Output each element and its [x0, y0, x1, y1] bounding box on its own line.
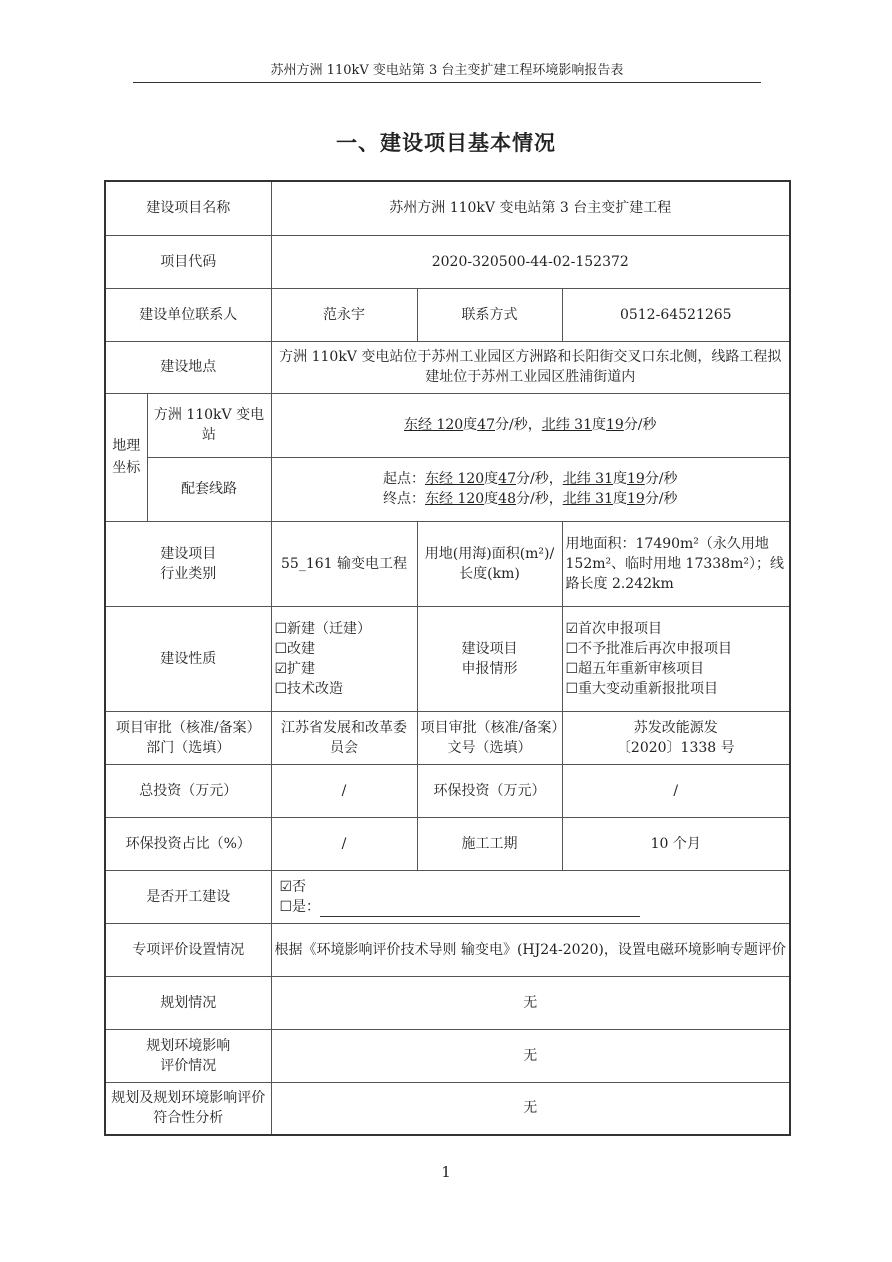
row-plan-env [105, 1029, 790, 1082]
line-label: 配套线路 [147, 457, 271, 521]
contact-label: 建设单位联系人 [105, 288, 271, 341]
checkbox-not-started[interactable]: ☑否 [279, 878, 307, 895]
env-invest-value: / [562, 764, 790, 817]
checkbox-five-year-review[interactable]: ☐超五年重新审核项目 [565, 660, 705, 677]
nature-options [271, 606, 417, 711]
plan-value: 无 [271, 976, 790, 1029]
station-lon-deg: 东经 120 [404, 417, 464, 433]
unit-deg: 度 [612, 491, 627, 507]
unit-min: 分/ [623, 417, 643, 433]
station-coordinates [271, 393, 790, 457]
conform-label: 规划及规划环境影响评价符合性分析 [105, 1082, 271, 1135]
unit-min: 分/ [516, 471, 535, 487]
row-location [105, 341, 790, 393]
contact-value: 范永宇 [271, 288, 417, 341]
row-investment [105, 764, 790, 817]
unit-min: 分/ [495, 417, 514, 433]
phone-label: 联系方式 [417, 288, 562, 341]
row-geo-line [105, 457, 790, 521]
end-lat-deg: 北纬 31 [562, 491, 613, 507]
start-lon-deg: 东经 120 [425, 471, 485, 487]
row-nature [105, 606, 790, 711]
checkbox-redeclare[interactable]: ☐不予批准后再次申报项目 [565, 640, 733, 657]
code-label: 项目代码 [105, 235, 271, 288]
unit-deg: 度 [612, 471, 627, 487]
end-lat-min: 19 [626, 491, 645, 507]
nature-label: 建设性质 [105, 606, 271, 711]
phone-value: 0512-64521265 [562, 288, 790, 341]
unit-sec: 秒 [642, 417, 657, 433]
checkbox-expand[interactable]: ☑扩建 [274, 660, 316, 677]
special-label: 专项评价设置情况 [105, 923, 271, 976]
unit-deg: 度 [484, 491, 499, 507]
declare-label: 建设项目 申报情形 [417, 606, 562, 711]
end-lead: 终点： [383, 491, 425, 507]
row-contact [105, 288, 790, 341]
name-label: 建设项目名称 [105, 181, 271, 235]
area-label: 用地(用海)面积(m²)/长度(km) [417, 521, 562, 606]
checkbox-rebuild[interactable]: ☐改建 [274, 640, 316, 657]
section-title: 一、建设项目基本情况 [336, 131, 556, 155]
row-approval [105, 711, 790, 764]
row-plan [105, 976, 790, 1029]
separator: ， [548, 491, 563, 507]
checkbox-started[interactable] [280, 897, 787, 917]
plan-label: 规划情况 [105, 976, 271, 1029]
unit-min: 分/ [644, 491, 664, 507]
line-coordinates [271, 457, 790, 521]
env-invest-label: 环保投资（万元） [417, 764, 562, 817]
unit-sec: 秒 [663, 471, 678, 487]
area-value: 用地面积：17490m²（永久用地152m²、临时用地 17338m²）；线路长度 2.242km [562, 521, 790, 606]
row-geo-station [105, 393, 790, 457]
station-lat-deg: 北纬 31 [541, 417, 592, 433]
code-value: 2020-320500-44-02-152372 [271, 235, 790, 288]
line-start [275, 469, 787, 489]
plan-env-value: 无 [271, 1029, 790, 1082]
approval-dept-value: 江苏省发展和改革委员会 [271, 711, 417, 764]
start-lat-deg: 北纬 31 [562, 471, 613, 487]
industry-label: 建设项目 行业类别 [105, 521, 271, 606]
running-header: 苏州方洲 110kV 变电站第 3 台主变扩建工程环境影响报告表 [270, 63, 624, 78]
row-industry [105, 521, 790, 606]
unit-deg: 度 [463, 417, 478, 433]
started-blank-line[interactable] [320, 902, 640, 917]
end-lon-deg: 东经 120 [425, 491, 485, 507]
unit-min: 分/ [516, 491, 535, 507]
page-number: 1 [441, 1163, 451, 1181]
location-label: 建设地点 [105, 341, 271, 393]
invest-value: / [271, 764, 417, 817]
row-conformity [105, 1082, 790, 1135]
industry-value: 55_161 输变电工程 [271, 521, 417, 606]
approval-no-value: 苏发改能源发 〔2020〕1338 号 [562, 711, 790, 764]
checkbox-tech-upgrade[interactable]: ☐技术改造 [274, 680, 344, 697]
env-ratio-value: / [271, 817, 417, 870]
started-yes-label: ☐是： [279, 898, 321, 915]
end-lon-min: 48 [498, 491, 516, 507]
started-label: 是否开工建设 [105, 870, 271, 923]
row-started [105, 870, 790, 923]
plan-env-label: 规划环境影响 评价情况 [105, 1029, 271, 1082]
row-special [105, 923, 790, 976]
approval-dept-label: 项目审批（核准/备案）部门（选填） [105, 711, 271, 764]
unit-min: 分/ [644, 471, 664, 487]
name-value: 苏州方洲 110kV 变电站第 3 台主变扩建工程 [271, 181, 790, 235]
unit-deg: 度 [484, 471, 499, 487]
separator: ， [548, 471, 563, 487]
conform-value: 无 [271, 1082, 790, 1135]
env-ratio-label: 环保投资占比（%） [105, 817, 271, 870]
station-lon-min: 47 [477, 417, 495, 433]
line-end [275, 489, 787, 509]
row-project-name [105, 181, 790, 235]
started-options [271, 870, 790, 923]
station-label: 方洲 110kV 变电站 [147, 393, 271, 457]
period-label: 施工工期 [417, 817, 562, 870]
geo-label: 地理坐标 [105, 393, 147, 521]
project-info-table [104, 180, 791, 1136]
row-env-ratio [105, 817, 790, 870]
unit-deg: 度 [591, 417, 606, 433]
start-lon-min: 47 [498, 471, 516, 487]
unit-sec: 秒 [534, 491, 549, 507]
start-lat-min: 19 [626, 471, 645, 487]
invest-label: 总投资（万元） [105, 764, 271, 817]
unit-sec: 秒 [513, 417, 528, 433]
header-rule [133, 82, 761, 83]
location-value: 方洲 110kV 变电站位于苏州工业园区方洲路和长阳街交叉口东北侧，线路工程拟建址位于苏州工业园区胜浦街道内 [271, 341, 790, 393]
unit-sec: 秒 [534, 471, 549, 487]
declare-options [562, 606, 790, 711]
checkbox-major-change[interactable]: ☐重大变动重新报批项目 [565, 680, 719, 697]
checkbox-first-declare[interactable]: ☑首次申报项目 [565, 620, 663, 637]
special-value: 根据《环境影响评价技术导则 输变电》(HJ24-2020)，设置电磁环境影响专题评价 [271, 923, 790, 976]
unit-sec: 秒 [663, 491, 678, 507]
station-lat-min: 19 [605, 417, 624, 433]
period-value: 10 个月 [562, 817, 790, 870]
approval-no-label: 项目审批（核准/备案）文号（选填） [417, 711, 562, 764]
checkbox-new[interactable]: ☐新建（迁建） [274, 620, 372, 637]
start-lead: 起点： [383, 471, 425, 487]
separator: ， [527, 417, 542, 433]
row-project-code [105, 235, 790, 288]
